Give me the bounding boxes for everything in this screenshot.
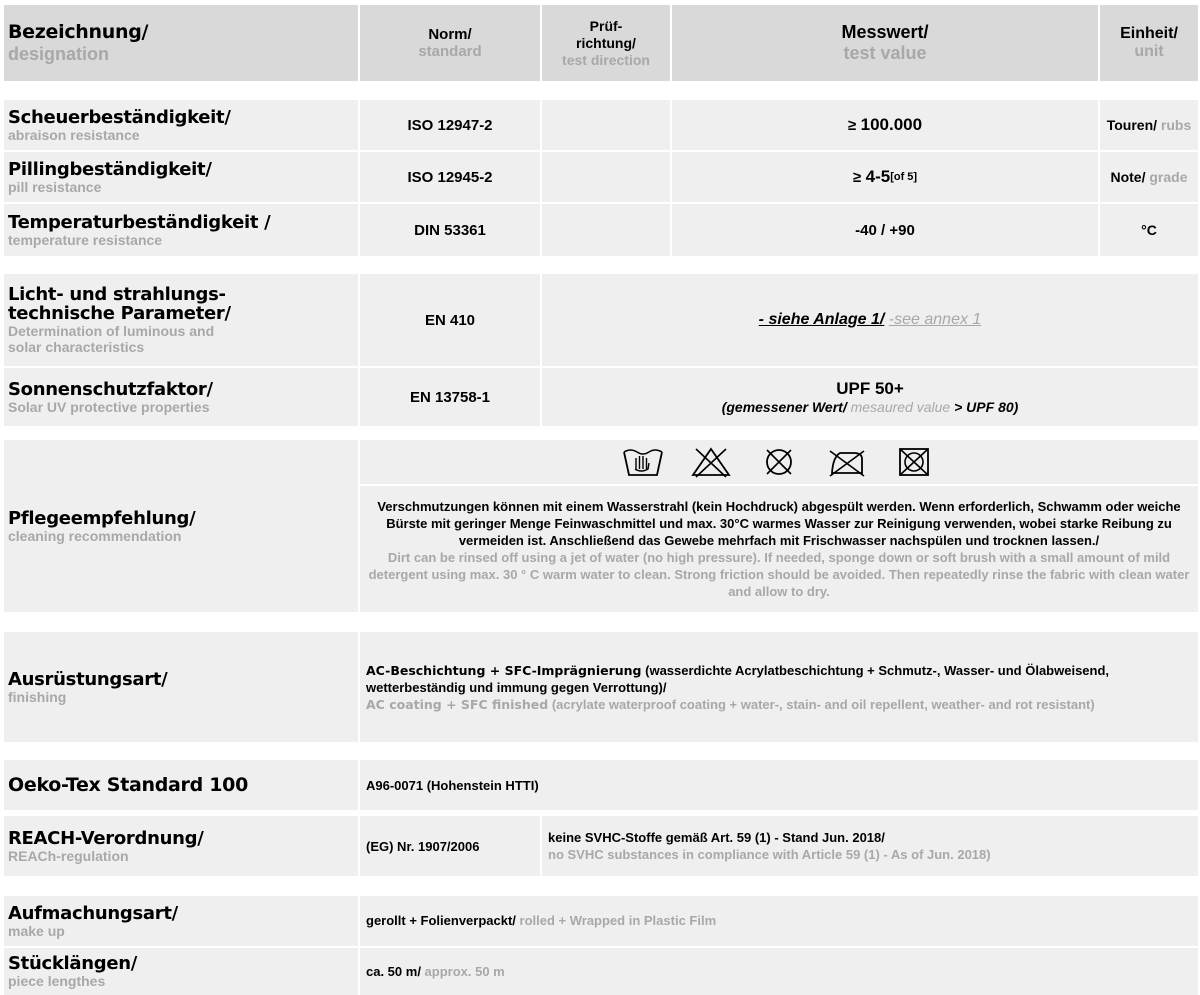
make-up-value: gerollt + Folienverpackt/ rolled + Wrapped in Plastic Film: [360, 896, 1198, 946]
temperature-value: -40 / +90: [672, 204, 1098, 256]
row-temperature: Temperaturbeständigkeit / temperature resistance DIN 53361 -40 / +90 °C: [4, 204, 1198, 256]
row-piece-length: Stücklängen/ piece lengthes ca. 50 m/ approx. 50 m: [4, 948, 1198, 995]
row-make-up: Aufmachungsart/ make up gerollt + Folienverpackt/ rolled + Wrapped in Plastic Film: [4, 896, 1198, 946]
temperature-unit: °C: [1100, 204, 1198, 256]
annex-link-en[interactable]: -see annex 1: [888, 311, 982, 328]
no-tumble-dry-icon: [756, 445, 802, 479]
annex-link-de[interactable]: - siehe Anlage 1/: [758, 311, 885, 328]
pilling-unit: Note/ grade: [1100, 152, 1198, 202]
care-symbols: [360, 440, 1198, 484]
header-test-direction: Prüf- richtung/ test direction: [542, 5, 670, 81]
header-standard: Norm/ standard: [360, 5, 540, 81]
header-unit: Einheit/ unit: [1100, 5, 1198, 81]
temperature-norm: DIN 53361: [360, 204, 540, 256]
abrasion-unit: Touren/ rubs: [1100, 100, 1198, 150]
hand-wash-icon: [620, 445, 666, 479]
piece-length-value: ca. 50 m/ approx. 50 m: [360, 948, 1198, 995]
no-bleach-icon: [688, 445, 734, 479]
header-test-value: Messwert/ test value: [672, 5, 1098, 81]
light-value: [542, 274, 1198, 366]
row-finishing: Ausrüstungsart/ finishing AC-Beschichtung + SFC-Imprägnierung (wasserdichte Acrylatbeschichtung + Schmutz-, Wasser- und Ölabweisend, wetterbeständig und immung gegen Verrottung)/ AC coating + SFC finished (acrylate waterproof coating + water-, stain- and oil repellent, weather- and rot resistant): [4, 632, 1198, 742]
row-oeko-tex: Oeko-Tex Standard 100 A96-0071 (Hohenstein HTTI): [4, 760, 1198, 810]
no-dry-clean-icon: [892, 445, 938, 479]
row-care: Pflegeempfehlung/ cleaning recommendation Verschmutzungen können mit einem Wasserstrahl (kein Hochdruck) abgespült werden. Wenn erforderlich, Schwamm oder weiche Bürste mit geringer Menge Feinwaschmittel und max. 30°C warmes Wasser zur Reinigung verwenden, wobei starke Reibung zu vermeiden ist. Anschließend das Gewebe mehrfach mit Frischwasser nachspülen und trocknen lassen./ Dirt can be rinsed off using a jet of water (no high pressure). If needed, sponge down or soft brush with a small amount of mild detergent using max. 30 ° C warm water to clean. Strong friction should be avoided. Then repeatedly rinse the fabric with clean water and allow to dry.: [4, 440, 1198, 612]
no-iron-icon: [824, 445, 870, 479]
sun-value: UPF 50+ (gemessener Wert/ mesaured value > UPF 80): [542, 368, 1198, 426]
reach-norm: (EG) Nr. 1907/2006: [360, 816, 540, 876]
row-pilling: Pillingbeständigkeit/ pill resistance ISO 12945-2 ≥ 4-5 [of 5] Note/ grade: [4, 152, 1198, 202]
row-reach: REACH-Verordnung/ REACh-regulation (EG) Nr. 1907/2006 keine SVHC-Stoffe gemäß Art. 59 (1) - Stand Jun. 2018/ no SVHC substances in compliance with Article 59 (1) - As of Jun. 2018): [4, 816, 1198, 876]
abrasion-value: ≥ 100.000: [672, 100, 1098, 150]
row-sun-protection: Sonnenschutzfaktor/ Solar UV protective properties EN 13758-1 UPF 50+ (gemessener Wert/ mesaured value > UPF 80): [4, 368, 1198, 426]
sun-norm: EN 13758-1: [360, 368, 540, 426]
table-header: [4, 5, 1198, 81]
header-designation: Bezeichnung/ designation: [4, 5, 358, 81]
abrasion-norm: ISO 12947-2: [360, 100, 540, 150]
reach-value: keine SVHC-Stoffe gemäß Art. 59 (1) - Stand Jun. 2018/ no SVHC substances in compliance with Article 59 (1) - As of Jun. 2018): [542, 816, 1198, 876]
row-abrasion: Scheuerbeständigkeit/ abraison resistance ISO 12947-2 ≥ 100.000 Touren/ rubs: [4, 100, 1198, 150]
light-norm: EN 410: [360, 274, 540, 366]
oeko-tex-value: A96-0071 (Hohenstein HTTI): [360, 760, 1198, 810]
pilling-value: ≥ 4-5 [of 5]: [672, 152, 1098, 202]
row-light: Licht- und strahlungs- technische Parameter/ Determination of luminous and solar characteristics EN 410 - siehe Anlage 1/ -see annex 1: [4, 274, 1198, 366]
pilling-norm: ISO 12945-2: [360, 152, 540, 202]
finishing-value: AC-Beschichtung + SFC-Imprägnierung (wasserdichte Acrylatbeschichtung + Schmutz-, Wasser- und Ölabweisend, wetterbeständig und immung gegen Verrottung)/ AC coating + SFC finished (acrylate waterproof coating + water-, stain- and oil repellent, weather- and rot resistant): [360, 632, 1198, 742]
care-text: Verschmutzungen können mit einem Wasserstrahl (kein Hochdruck) abgespült werden. Wenn erforderlich, Schwamm oder weiche Bürste mit geringer Menge Feinwaschmittel und max. 30°C warmes Wasser zur Reinigung verwenden, wobei starke Reibung zu vermeiden ist. Anschließend das Gewebe mehrfach mit Frischwasser nachspülen und trocknen lassen./ Dirt can be rinsed off using a jet of water (no high pressure). If needed, sponge down or soft brush with a small amount of mild detergent using max. 30 ° C warm water to clean. Strong friction should be avoided. Then repeatedly rinse the fabric with clean water and allow to dry.: [360, 486, 1198, 612]
